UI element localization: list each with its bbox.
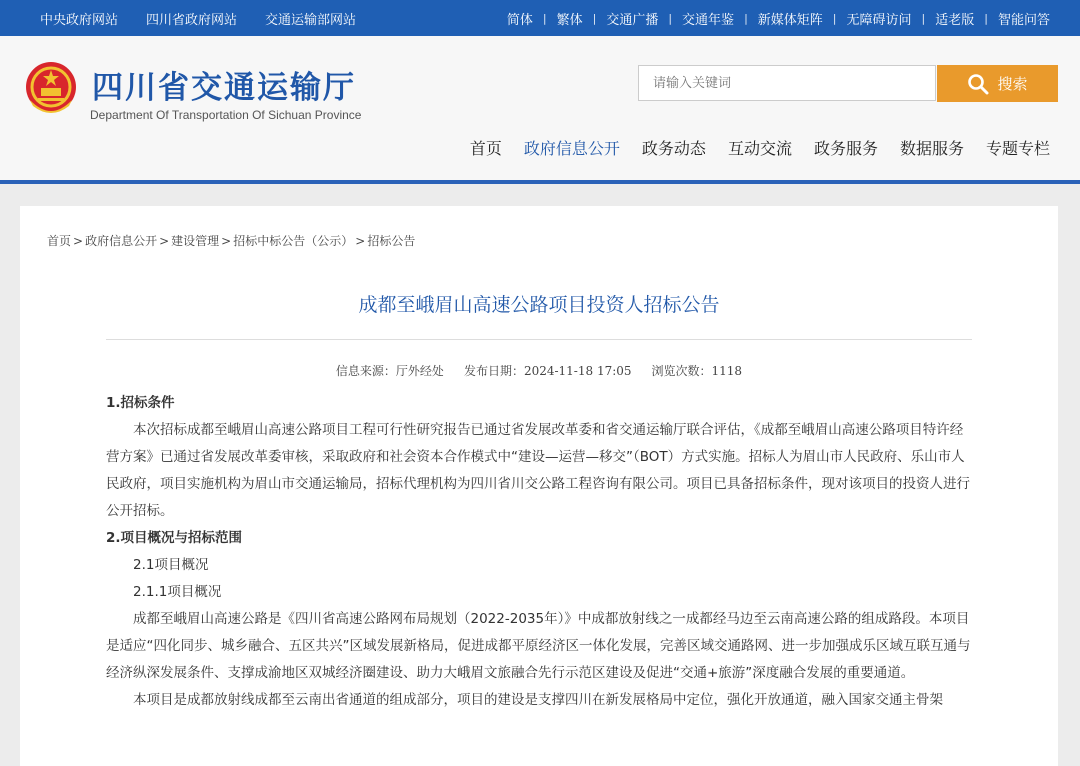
link-new-media[interactable]: 新媒体矩阵 [757, 12, 823, 28]
article-meta [20, 362, 1058, 379]
nav-data-service[interactable]: 数据服务 [899, 139, 964, 158]
link-elderly-mode[interactable]: 适老版 [935, 12, 975, 28]
meta-views: 浏览次数：1118 [651, 364, 743, 378]
nav-special-topics[interactable]: 专题专栏 [985, 139, 1050, 158]
nav-gov-service[interactable]: 政务服务 [813, 139, 878, 158]
site-header [0, 36, 1080, 180]
nav-home[interactable]: 首页 [469, 139, 502, 158]
link-yearbook[interactable]: 交通年鉴 [682, 12, 735, 28]
breadcrumb [47, 232, 415, 249]
breadcrumb-gov-info[interactable]: 政府信息公开 [85, 234, 158, 248]
search-button[interactable] [937, 65, 1058, 102]
nav-interaction[interactable]: 互动交流 [727, 139, 792, 158]
subsection-heading: 2.1项目概况 [133, 557, 209, 573]
top-bar-right-links [507, 0, 1050, 36]
separator: | [984, 11, 988, 25]
site-subtitle: Department Of Transportation Of Sichuan Province [90, 108, 362, 122]
separator: | [921, 11, 926, 25]
breadcrumb-sep: > [221, 234, 232, 248]
link-traffic-radio[interactable]: 交通广播 [606, 12, 659, 28]
breadcrumb-home[interactable]: 首页 [47, 234, 72, 248]
paragraph: 本次招标成都至峨眉山高速公路项目工程可行性研究报告已通过省发展改革委和省交通运输厅联合评估，《成都至峨眉山高速公路项目特许经营方案》已通过省发展改革委审核，采取政府和社会资本合作模式中“建设—运营—移交”（BOT）方式实施。招标人为眉山市人民政府、乐山市人民政府，项目实施机构为眉山市交通运输局，招标代理机构为四川省川交公路工程咨询有限公司。项目已具备招标条件，现对该项目的投资人进行公开招标。 [106, 422, 970, 519]
search-button-label: 搜索 [997, 75, 1028, 93]
national-emblem-icon[interactable] [24, 60, 78, 118]
separator: | [592, 11, 597, 25]
link-smart-qa[interactable]: 智能问答 [997, 12, 1050, 28]
paragraph: 本项目是成都放射线成都至云南出省通道的组成部分，项目的建设是支撑四川在新发展格局中定位，强化开放通道，融入国家交通主骨架 [133, 692, 943, 708]
link-traditional[interactable]: 繁体 [556, 12, 583, 28]
breadcrumb-sep: > [73, 234, 84, 248]
search-icon [967, 73, 989, 95]
article-panel [20, 206, 1058, 766]
link-sichuan-gov[interactable]: 四川省政府网站 [146, 12, 238, 28]
link-ministry-transport[interactable]: 交通运输部网站 [265, 12, 357, 28]
article-body [106, 390, 974, 714]
separator: | [542, 11, 547, 25]
top-bar [0, 0, 1080, 36]
breadcrumb-sep: > [355, 234, 366, 248]
main-nav [448, 136, 1050, 159]
top-bar-left-links [40, 0, 384, 36]
article-title: 成都至峨眉山高速公路项目投资人招标公告 [358, 294, 720, 316]
subsection-heading: 2.1.1项目概况 [133, 584, 222, 600]
separator: | [832, 11, 837, 25]
nav-gov-news[interactable]: 政务动态 [641, 139, 706, 158]
title-divider [106, 339, 972, 340]
site-title[interactable]: 四川省交通运输厅 [92, 70, 356, 106]
breadcrumb-current[interactable]: 招标公告 [367, 234, 416, 248]
link-simplified[interactable]: 简体 [506, 12, 533, 28]
breadcrumb-bid-notices[interactable]: 招标中标公告（公示） [233, 234, 354, 248]
meta-date: 发布日期：2024-11-18 17:05 [463, 364, 632, 378]
link-accessibility[interactable]: 无障碍访问 [846, 12, 912, 28]
nav-gov-info[interactable]: 政府信息公开 [523, 139, 620, 158]
separator: | [668, 11, 673, 25]
link-central-gov[interactable]: 中央政府网站 [40, 12, 119, 28]
section-heading: 2.项目概况与招标范围 [106, 530, 243, 546]
separator: | [744, 11, 748, 25]
meta-source: 信息来源：厅外经处 [335, 364, 444, 378]
breadcrumb-sep: > [159, 234, 170, 248]
header-divider [0, 180, 1080, 184]
section-heading: 1.招标条件 [106, 395, 175, 411]
paragraph: 成都至峨眉山高速公路是《四川省高速公路网布局规划（2022-2035年）》中成都放射线之一成都经马边至云南高速公路的组成路段。本项目是适应“四化同步、城乡融合、五区共兴”区域发展新格局，促进成都平原经济区一体化发展，完善区域交通路网、进一步加强成乐区域互联互通与经济纵深发展条件、支撑成渝地区双城经济圈建设、助力大峨眉文旅融合先行示范区建设及促进“交通+旅游”深度融合发展的重要通道。 [106, 611, 971, 681]
breadcrumb-construction[interactable]: 建设管理 [171, 234, 220, 248]
search-input[interactable] [638, 65, 936, 101]
